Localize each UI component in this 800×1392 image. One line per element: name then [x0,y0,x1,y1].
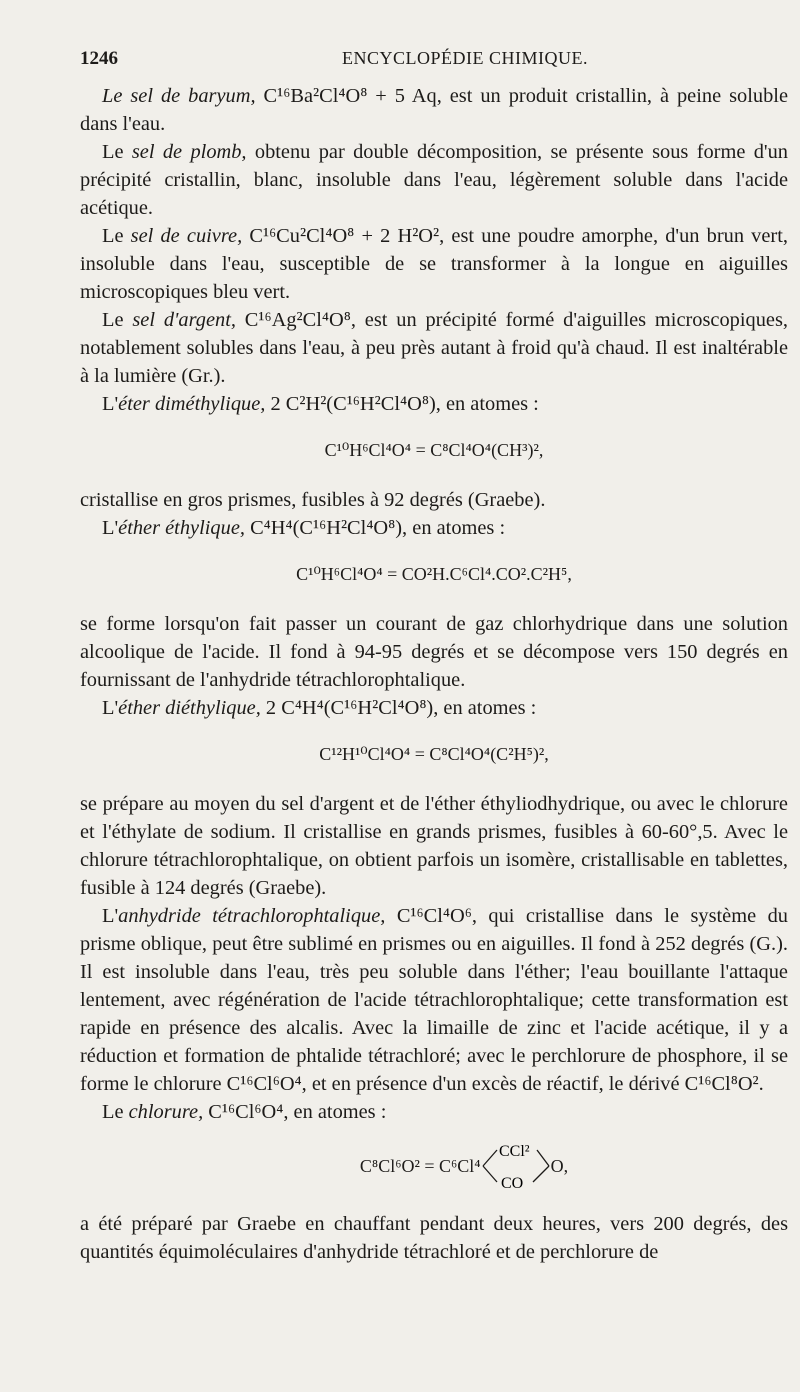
lead-word: L' [102,393,119,415]
structural-formula-chloride [140,1140,788,1192]
compound-name: chlorure, [128,1101,204,1123]
structure-upper-group: CCl² [498,1143,530,1160]
compound-name: anhydride tétrachlorophtalique, [118,905,386,927]
paragraph-dimethyl-ether [80,390,788,418]
compound-formula: 2 C²H²(C¹⁶H²Cl⁴O⁸), [265,393,441,415]
lead-word: L' [102,517,119,539]
paragraph-chloride-preparation: a été préparé par Graebe en chauffant pendant deux heures, vers 200 degrés, des quantités équimoléculaires d'anhydride tétrachloré et de perchlorure de [80,1213,788,1263]
paragraph-text: est un précipité formé d'aiguilles microscopiques, notablement solubles dans l'eau, à peu près autant à froid qu'à chaud. Il est inaltérable à la lumière (Gr.). [80,309,788,387]
paragraph-text: en atomes : [288,1101,387,1123]
paragraph-text: obtenu par double décomposition, se présente sous forme d'un précipité cristallin, blanc, insoluble dans l'eau, légèrement soluble dans l'acide acétique. [80,141,788,219]
compound-formula: 2 C⁴H⁴(C¹⁶H²Cl⁴O⁸), [260,697,439,719]
compound-name: sel de plomb, [131,141,247,163]
compound-name: Le sel de baryum, [102,85,256,107]
compound-name: sel de cuivre, [130,225,243,247]
compound-formula: C⁴H⁴(C¹⁶H²Cl⁴O⁸), [244,517,408,539]
page-header [80,48,780,78]
paragraph-lead-salt [80,138,788,222]
page-number: 1246 [80,48,118,69]
paragraph-diethyl-properties: se prépare au moyen du sel d'argent et de l'éther éthyliodhydrique, ou avec le chlorure et l'éthylate de sodium. Il cristallise en grands prismes, fusibles à 60-60°,5. Avec le chlorure tétrachlorophtalique, on obtient parfois un isomère, cristallisable en tablettes, fusible à 124 degrés (Graebe). [80,793,788,899]
compound-name: éther diéthylique, [118,697,261,719]
paragraph-silver-salt [80,306,788,390]
lead-word: L' [102,697,119,719]
formula-ethyl-ether: C¹⁰H⁶Cl⁴O⁴ = CO²H.C⁶Cl⁴.CO².C²H⁵, [296,564,572,584]
structure-bonds [481,1140,551,1192]
lead-word: Le [102,1101,129,1123]
paragraph-anhydride [80,902,788,1098]
paragraph-copper-salt [80,222,788,306]
structure-right: O, [550,1155,569,1176]
paragraph-text: est une poudre amorphe, d'un brun vert, insoluble dans l'eau, susceptible de se transformer à la longue en aiguilles microscopiques bleu vert. [80,225,788,303]
formula-dimethyl-ether: C¹⁰H⁶Cl⁴O⁴ = C⁸Cl⁴O⁴(CH³)², [324,440,544,460]
lead-word: Le [102,309,133,331]
formula-diethyl-ether: C¹²H¹⁰Cl⁴O⁴ = C⁸Cl⁴O⁴(C²H⁵)², [319,744,549,764]
paragraph-ethyl-ether [80,514,788,542]
paragraph-text: est un produit cristallin, à peine soluble dans l'eau. [80,85,788,135]
paragraph-barium-salt [80,82,788,138]
compound-name: sel d'argent, [132,309,236,331]
lead-word: Le [102,141,132,163]
paragraph-text: en atomes : [407,517,506,539]
compound-formula: C¹⁶Cl⁶O⁴, [203,1101,289,1123]
lead-word: L' [102,905,119,927]
compound-name: éther éthylique, [118,517,245,539]
compound-formula: C¹⁶Cu²Cl⁴O⁸ + 2 H²O², [242,225,445,247]
compound-name: éter diméthylique, [118,393,266,415]
compound-formula: C¹⁶Cl⁴O⁶, [385,905,477,927]
structure-left: C⁸Cl⁶O² = C⁶Cl⁴ [359,1155,481,1176]
paragraph-text: en atomes : [438,697,537,719]
compound-formula: C¹⁶Ag²Cl⁴O⁸, [235,309,356,331]
paragraph-text: en atomes : [440,393,539,415]
page-body [80,82,788,1266]
paragraph-chloride [80,1098,788,1126]
paragraph-diethyl-ether [80,694,788,722]
paragraph-text: qui cristallise dans le système du prisme oblique, peut être sublimé en prismes ou en aiguilles. Il fond à 252 degrés (G.). Il est insoluble dans l'eau, très peu soluble dans l'éther; l'eau bouillante l'attaque lentement, avec régénération de l'acide tétrachlorophtalique; cette transformation est rapide en présence des alcalis. Avec la limaille de zinc et l'acide acétique, il y a réduction et formation de phtalide tétrachloré; avec le perchlorure de phosphore, il se forme le chlorure C¹⁶Cl⁶O⁴, et en présence d'un excès de réactif, le dérivé C¹⁶Cl⁸O². [80,905,788,1095]
structure-lower-group: CO [500,1175,523,1192]
running-head: ENCYCLOPÉDIE CHIMIQUE. [342,48,588,68]
paragraph-ethyl-properties: se forme lorsqu'on fait passer un courant de gaz chlorhydrique dans une solution alcoolique de l'acide. Il fond à 94-95 degrés et se décompose vers 150 degrés en fournissant de l'anhydride tétrachlorophtalique. [80,613,788,691]
lead-word: Le [102,225,131,247]
compound-formula: C¹⁶Ba²Cl⁴O⁸ + 5 Aq, [263,85,442,107]
paragraph-dimethyl-properties: cristallise en gros prismes, fusibles à 92 degrés (Graebe). [80,489,546,511]
